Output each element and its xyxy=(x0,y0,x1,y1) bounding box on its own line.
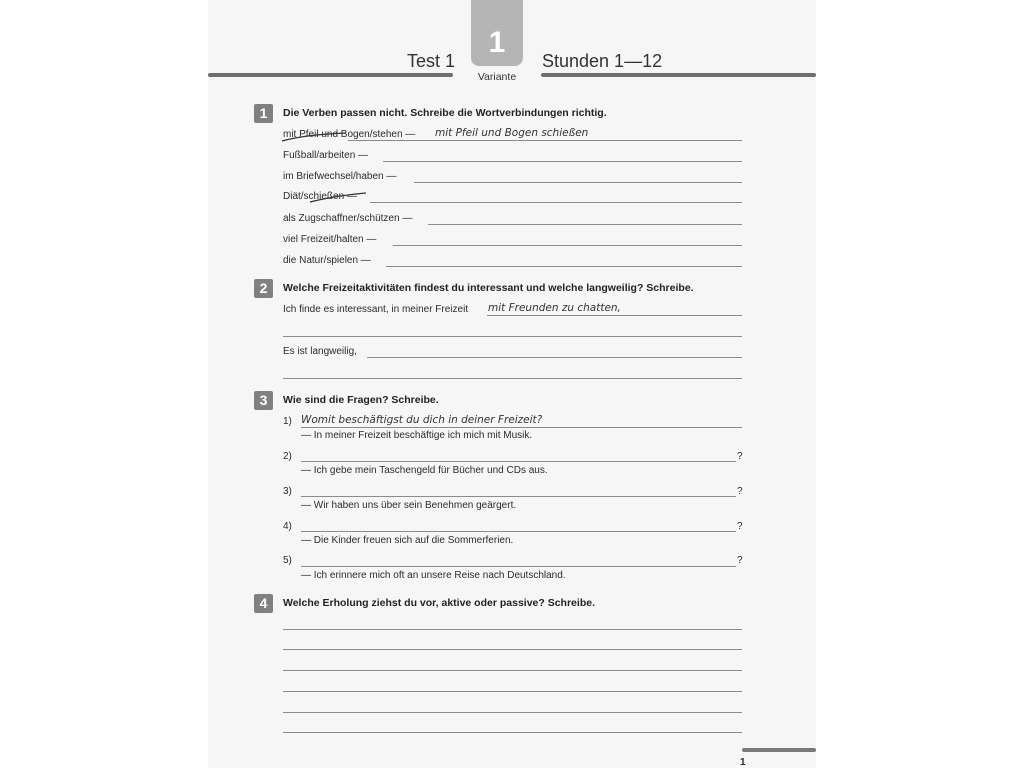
page-number: 1 xyxy=(740,757,746,768)
handwritten-question: Womit beschäftigst du dich in deiner Freizeit? xyxy=(301,414,543,426)
answer-line[interactable] xyxy=(428,224,742,225)
item-prompt: viel Freizeit/halten — xyxy=(283,234,377,245)
answer-line[interactable] xyxy=(383,161,742,162)
sentence-prompt: Ich finde es interessant, in meiner Freizeit xyxy=(283,304,469,315)
answer-line[interactable] xyxy=(301,531,736,532)
writing-line[interactable] xyxy=(283,732,742,733)
task-number-badge: 4 xyxy=(254,594,273,613)
strikethrough-mark xyxy=(308,191,370,205)
writing-line[interactable] xyxy=(283,629,742,630)
writing-line[interactable] xyxy=(283,691,742,692)
answer-line[interactable] xyxy=(301,461,736,462)
variant-tab xyxy=(471,0,523,66)
handwritten-answer: mit Freunden zu chatten, xyxy=(488,302,621,314)
task-number-badge: 2 xyxy=(254,279,273,298)
answer-line[interactable] xyxy=(301,427,742,428)
task-number-badge: 3 xyxy=(254,391,273,410)
answer-line[interactable] xyxy=(301,566,736,567)
answer-line[interactable] xyxy=(301,496,736,497)
given-answer: — In meiner Freizeit beschäftige ich mich mit Musik. xyxy=(301,430,533,441)
writing-line[interactable] xyxy=(283,712,742,713)
item-prompt: im Briefwechsel/haben — xyxy=(283,171,397,182)
answer-line[interactable] xyxy=(393,245,742,246)
header-rule-left xyxy=(208,73,453,77)
item-prompt: die Natur/spielen — xyxy=(283,255,371,266)
question-number: 5) xyxy=(283,555,292,566)
question-number: 2) xyxy=(283,451,292,462)
answer-line[interactable] xyxy=(283,378,742,379)
answer-line[interactable] xyxy=(367,357,742,358)
given-answer: — Wir haben uns über sein Benehmen geärgert. xyxy=(301,500,517,511)
question-mark: ? xyxy=(737,486,743,497)
question-mark: ? xyxy=(737,555,743,566)
writing-line[interactable] xyxy=(283,670,742,671)
item-prompt: mit Pfeil und Bogen/stehen — xyxy=(283,129,416,140)
sentence-prompt: Es ist langweilig, xyxy=(283,346,357,357)
task-instruction: Welche Freizeitaktivitäten findest du interessant und welche langweilig? Schreibe. xyxy=(283,282,694,294)
question-number: 3) xyxy=(283,486,292,497)
variant-number: 1 xyxy=(488,26,506,59)
variant-label: Variante xyxy=(477,71,517,83)
given-answer: — Ich erinnere mich oft an unsere Reise nach Deutschland. xyxy=(301,570,566,581)
task-instruction: Wie sind die Fragen? Schreibe. xyxy=(283,394,439,406)
question-mark: ? xyxy=(737,521,743,532)
answer-line[interactable] xyxy=(283,336,742,337)
given-answer: — Ich gebe mein Taschengeld für Bücher und CDs aus. xyxy=(301,465,548,476)
question-mark: ? xyxy=(737,451,743,462)
question-number: 4) xyxy=(283,521,292,532)
header-rule-right xyxy=(541,73,816,77)
answer-line[interactable] xyxy=(414,182,742,183)
answer-line[interactable] xyxy=(348,140,742,141)
handwritten-answer: mit Pfeil und Bogen schießen xyxy=(435,127,589,139)
lessons-title: Stunden 1—12 xyxy=(542,51,663,71)
question-number: 1) xyxy=(283,416,292,427)
answer-line[interactable] xyxy=(386,266,742,267)
answer-line[interactable] xyxy=(370,202,742,203)
task-instruction: Welche Erholung ziehst du vor, aktive oder passive? Schreibe. xyxy=(283,597,595,609)
given-answer: — Die Kinder freuen sich auf die Sommerferien. xyxy=(301,535,514,546)
task-instruction: Die Verben passen nicht. Schreibe die Wortverbindungen richtig. xyxy=(283,107,607,119)
task-number-badge: 1 xyxy=(254,104,273,123)
answer-line[interactable] xyxy=(487,315,742,316)
item-prompt: Diät/schießen — xyxy=(283,191,357,202)
footer-rule xyxy=(742,748,816,752)
item-prompt: Fußball/arbeiten — xyxy=(283,150,369,161)
item-prompt: als Zugschaffner/schützen — xyxy=(283,213,413,224)
test-title: Test 1 xyxy=(407,51,456,71)
writing-line[interactable] xyxy=(283,649,742,650)
strikethrough-mark xyxy=(280,130,350,144)
